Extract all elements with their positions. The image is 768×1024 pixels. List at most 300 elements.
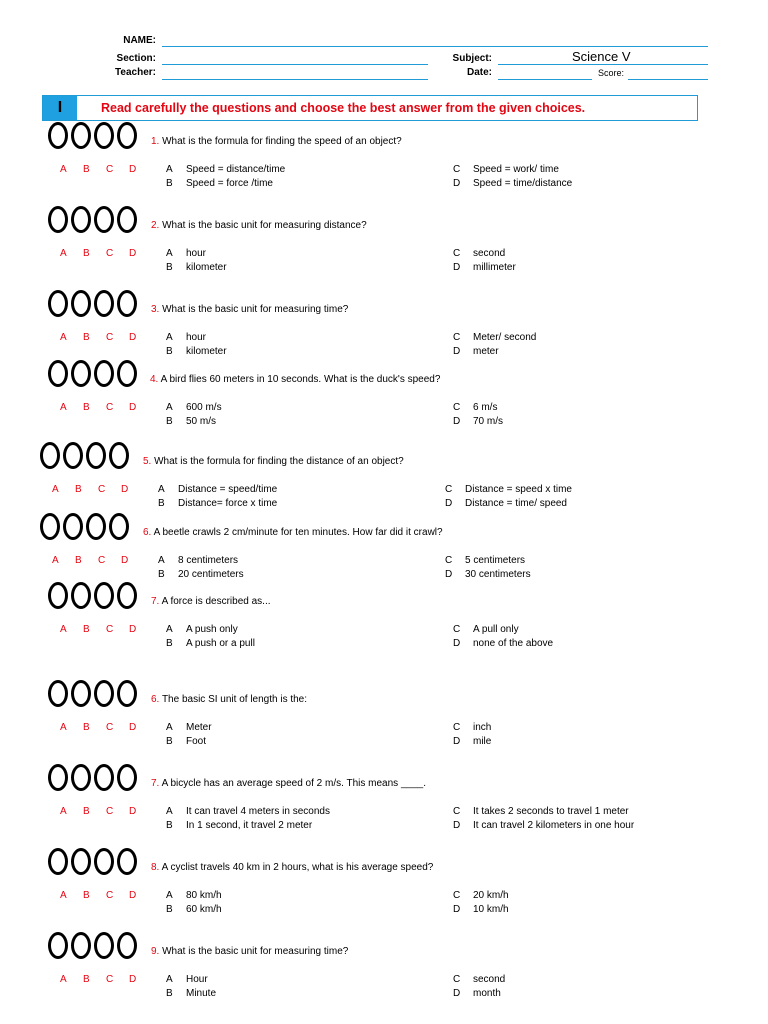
- answer-letter[interactable]: D: [129, 248, 137, 259]
- question-prompt: A cyclist travels 40 km in 2 hours, what is his average speed?: [159, 862, 434, 873]
- answer-option: [453, 164, 559, 175]
- answer-letters: [60, 332, 152, 343]
- option-text: 50 m/s: [186, 416, 217, 427]
- option-text: inch: [473, 722, 492, 733]
- answer-letter[interactable]: A: [60, 402, 67, 413]
- option-letter: A: [166, 974, 173, 985]
- question-number: 6.: [151, 694, 160, 705]
- answer-option: [166, 974, 208, 985]
- option-letter: C: [445, 555, 453, 566]
- question-text: [150, 374, 440, 385]
- answer-bubbles: [48, 680, 140, 707]
- answer-letter[interactable]: B: [83, 164, 90, 175]
- option-text: Distance= force x time: [178, 498, 278, 509]
- option-text: 70 m/s: [473, 416, 504, 427]
- question-item: [0, 206, 768, 286]
- answer-bubbles: [48, 122, 140, 149]
- option-letter: C: [453, 624, 461, 635]
- answer-bubble[interactable]: [117, 582, 137, 609]
- answer-option: [158, 498, 277, 509]
- option-letter: A: [166, 890, 173, 901]
- answer-option: [166, 164, 285, 175]
- answer-letters: [52, 555, 144, 566]
- answer-bubble[interactable]: [94, 122, 114, 149]
- option-letter: A: [166, 248, 173, 259]
- answer-option: [453, 974, 505, 985]
- answer-bubble[interactable]: [71, 680, 91, 707]
- answer-letter[interactable]: C: [106, 164, 114, 175]
- answer-letter[interactable]: C: [106, 624, 114, 635]
- option-text: Foot: [186, 736, 207, 747]
- date-label: Date:: [466, 67, 492, 78]
- answer-letter[interactable]: D: [129, 624, 137, 635]
- question-item: [0, 680, 768, 760]
- question-text: [151, 946, 348, 957]
- answer-bubble[interactable]: [117, 680, 137, 707]
- answer-bubble[interactable]: [48, 932, 68, 959]
- name-label: NAME:: [123, 35, 156, 46]
- option-text: meter: [473, 346, 499, 357]
- section-label: Section:: [116, 53, 156, 64]
- answer-letter[interactable]: B: [83, 332, 90, 343]
- answer-bubble[interactable]: [94, 848, 114, 875]
- answer-option: [166, 416, 216, 427]
- option-letter: C: [453, 890, 461, 901]
- option-letter: A: [166, 332, 173, 343]
- answer-bubble[interactable]: [109, 442, 129, 469]
- option-letter: D: [453, 346, 461, 357]
- option-text: second: [473, 974, 506, 985]
- question-item: [0, 764, 768, 844]
- option-text: none of the above: [473, 638, 554, 649]
- answer-option: [453, 904, 509, 915]
- option-text: second: [473, 248, 506, 259]
- question-prompt: A bicycle has an average speed of 2 m/s. This means ____.: [159, 778, 426, 789]
- answer-letter[interactable]: C: [106, 806, 114, 817]
- answer-bubble[interactable]: [71, 122, 91, 149]
- option-letter: C: [453, 402, 461, 413]
- answer-option: [453, 624, 519, 635]
- subject-value: Science V: [572, 49, 631, 64]
- answer-bubble[interactable]: [71, 848, 91, 875]
- option-text: 600 m/s: [186, 402, 222, 413]
- answer-letter[interactable]: D: [129, 402, 137, 413]
- answer-option: [453, 416, 503, 427]
- question-item: [0, 513, 768, 593]
- answer-letters: [60, 806, 152, 817]
- option-letter: A: [166, 624, 173, 635]
- answer-bubbles: [48, 206, 140, 233]
- answer-option: [445, 569, 531, 580]
- answer-option: [166, 988, 216, 999]
- option-letter: D: [453, 178, 461, 189]
- question-item: [0, 290, 768, 370]
- answer-option: [445, 555, 525, 566]
- option-letter: D: [445, 569, 453, 580]
- answer-option: [166, 346, 227, 357]
- answer-letter[interactable]: A: [52, 484, 59, 495]
- answer-bubbles: [40, 442, 132, 469]
- answer-bubble[interactable]: [71, 360, 91, 387]
- option-letter: D: [453, 416, 461, 427]
- question-item: [0, 932, 768, 1012]
- answer-option: [453, 820, 634, 831]
- answer-option: [166, 638, 255, 649]
- option-text: hour: [186, 248, 207, 259]
- option-text: Minute: [186, 988, 217, 999]
- answer-letter[interactable]: B: [83, 974, 90, 985]
- answer-option: [453, 402, 497, 413]
- question-number: 1.: [151, 136, 160, 147]
- option-letter: C: [453, 164, 461, 175]
- option-letter: C: [453, 332, 461, 343]
- answer-bubble[interactable]: [94, 582, 114, 609]
- score-label: Score:: [597, 68, 624, 78]
- option-text: Speed = force /time: [186, 178, 273, 189]
- option-letter: B: [158, 498, 165, 509]
- answer-bubble[interactable]: [94, 206, 114, 233]
- teacher-field[interactable]: [162, 79, 428, 80]
- answer-option: [158, 484, 277, 495]
- option-text: Speed = distance/time: [186, 164, 286, 175]
- option-text: Hour: [186, 974, 208, 985]
- option-text: A push or a pull: [186, 638, 255, 649]
- option-letter: D: [453, 988, 461, 999]
- question-prompt: What is the basic unit for measuring distance?: [159, 220, 367, 231]
- answer-option: [453, 262, 516, 273]
- question-item: [0, 360, 768, 440]
- option-text: A push only: [186, 624, 238, 635]
- answer-bubble[interactable]: [94, 290, 114, 317]
- question-number: 8.: [151, 862, 160, 873]
- subject-field[interactable]: [498, 64, 708, 65]
- question-number: 4.: [150, 374, 159, 385]
- answer-letter[interactable]: B: [75, 484, 82, 495]
- answer-option: [166, 722, 212, 733]
- answer-bubble[interactable]: [117, 360, 137, 387]
- answer-bubble[interactable]: [117, 932, 137, 959]
- option-letter: B: [166, 638, 173, 649]
- option-text: Meter/ second: [473, 332, 537, 343]
- answer-letter[interactable]: B: [83, 624, 90, 635]
- answer-bubble[interactable]: [117, 848, 137, 875]
- answer-option: [166, 248, 206, 259]
- question-number: 5.: [143, 456, 152, 467]
- option-text: hour: [186, 332, 207, 343]
- answer-option: [453, 722, 491, 733]
- question-prompt: A beetle crawls 2 cm/minute for ten minutes. How far did it crawl?: [151, 527, 443, 538]
- question-text: [151, 694, 307, 705]
- answer-bubble[interactable]: [94, 680, 114, 707]
- answer-option: [453, 248, 505, 259]
- option-text: 80 km/h: [186, 890, 222, 901]
- question-item: [0, 848, 768, 928]
- answer-option: [453, 332, 536, 343]
- answer-bubble[interactable]: [48, 122, 68, 149]
- option-letter: B: [158, 569, 165, 580]
- option-letter: B: [166, 262, 173, 273]
- question-number: 9.: [151, 946, 160, 957]
- option-letter: D: [453, 904, 461, 915]
- answer-bubble[interactable]: [48, 360, 68, 387]
- answer-bubbles: [48, 582, 140, 609]
- option-text: 60 km/h: [186, 904, 222, 915]
- answer-letters: [60, 402, 152, 413]
- option-letter: B: [166, 346, 173, 357]
- answer-letter[interactable]: C: [98, 484, 106, 495]
- answer-option: [453, 346, 499, 357]
- answer-bubble[interactable]: [71, 206, 91, 233]
- option-text: 30 centimeters: [465, 569, 531, 580]
- answer-option: [453, 736, 491, 747]
- answer-option: [158, 569, 244, 580]
- option-text: Speed = work/ time: [473, 164, 559, 175]
- question-prompt: A bird flies 60 meters in 10 seconds. What is the duck's speed?: [158, 374, 441, 385]
- option-text: millimeter: [473, 262, 516, 273]
- answer-letter[interactable]: A: [60, 722, 67, 733]
- question-number: 3.: [151, 304, 160, 315]
- option-letter: B: [166, 904, 173, 915]
- option-text: It takes 2 seconds to travel 1 meter: [473, 806, 629, 817]
- question-item: [0, 582, 768, 662]
- answer-bubble[interactable]: [48, 290, 68, 317]
- answer-letter[interactable]: A: [60, 164, 67, 175]
- name-field[interactable]: [162, 46, 708, 47]
- option-text: It can travel 4 meters in seconds: [186, 806, 330, 817]
- option-text: 20 centimeters: [178, 569, 244, 580]
- answer-bubble[interactable]: [117, 206, 137, 233]
- answer-bubbles: [48, 360, 140, 387]
- answer-letter[interactable]: C: [106, 402, 114, 413]
- answer-bubbles: [40, 513, 132, 540]
- answer-letter[interactable]: B: [83, 890, 90, 901]
- option-letter: B: [166, 416, 173, 427]
- option-letter: A: [158, 555, 165, 566]
- question-text: [151, 862, 433, 873]
- answer-letter[interactable]: D: [121, 484, 129, 495]
- answer-letter[interactable]: C: [98, 555, 106, 566]
- option-letter: C: [453, 974, 461, 985]
- question-number: 2.: [151, 220, 160, 231]
- answer-letter[interactable]: D: [129, 722, 137, 733]
- answer-option: [166, 332, 206, 343]
- option-letter: C: [453, 806, 461, 817]
- answer-bubble[interactable]: [40, 513, 60, 540]
- option-letter: C: [453, 248, 461, 259]
- answer-option: [453, 638, 553, 649]
- question-item: [0, 122, 768, 202]
- option-letter: B: [166, 988, 173, 999]
- option-text: 6 m/s: [473, 402, 498, 413]
- answer-bubble[interactable]: [48, 764, 68, 791]
- answer-option: [166, 624, 238, 635]
- answer-letter[interactable]: A: [52, 555, 59, 566]
- answer-bubble[interactable]: [86, 513, 106, 540]
- answer-bubble[interactable]: [117, 122, 137, 149]
- option-letter: C: [453, 722, 461, 733]
- answer-letter[interactable]: A: [60, 624, 67, 635]
- answer-option: [453, 178, 572, 189]
- option-letter: D: [453, 262, 461, 273]
- answer-bubble[interactable]: [71, 290, 91, 317]
- question-prompt: The basic SI unit of length is the:: [159, 694, 308, 705]
- answer-letter[interactable]: D: [129, 890, 137, 901]
- option-text: A pull only: [473, 624, 519, 635]
- answer-letter[interactable]: C: [106, 890, 114, 901]
- option-letter: D: [453, 820, 461, 831]
- option-text: 20 km/h: [473, 890, 509, 901]
- option-letter: A: [158, 484, 165, 495]
- option-text: kilometer: [186, 262, 227, 273]
- answer-option: [453, 890, 509, 901]
- answer-letter[interactable]: A: [60, 974, 67, 985]
- answer-letter[interactable]: C: [106, 248, 114, 259]
- answer-option: [166, 806, 330, 817]
- answer-letter[interactable]: D: [129, 164, 137, 175]
- answer-letter[interactable]: B: [83, 402, 90, 413]
- option-text: month: [473, 988, 501, 999]
- answer-bubble[interactable]: [71, 582, 91, 609]
- option-text: mile: [473, 736, 492, 747]
- question-text: [151, 596, 271, 607]
- answer-letters: [60, 722, 152, 733]
- answer-letter[interactable]: D: [129, 806, 137, 817]
- answer-letter[interactable]: A: [60, 332, 67, 343]
- question-prompt: What is the formula for finding the distance of an object?: [151, 456, 404, 467]
- answer-bubble[interactable]: [94, 360, 114, 387]
- answer-option: [166, 890, 222, 901]
- answer-bubble[interactable]: [48, 582, 68, 609]
- option-text: 8 centimeters: [178, 555, 239, 566]
- answer-letters: [60, 248, 152, 259]
- answer-option: [166, 820, 312, 831]
- answer-letter[interactable]: D: [129, 332, 137, 343]
- answer-letter[interactable]: B: [83, 248, 90, 259]
- answer-letter[interactable]: B: [83, 722, 90, 733]
- question-number: 7.: [151, 596, 160, 607]
- option-text: In 1 second, it travel 2 meter: [186, 820, 313, 831]
- answer-bubble[interactable]: [94, 764, 114, 791]
- answer-bubble[interactable]: [71, 764, 91, 791]
- answer-letters: [52, 484, 144, 495]
- option-letter: B: [166, 736, 173, 747]
- option-letter: B: [166, 178, 173, 189]
- answer-bubble[interactable]: [86, 442, 106, 469]
- subject-label: Subject:: [452, 53, 492, 64]
- answer-bubbles: [48, 764, 140, 791]
- question-text: [143, 527, 443, 538]
- option-letter: A: [166, 806, 173, 817]
- answer-bubble[interactable]: [109, 513, 129, 540]
- instruction-text: Read carefully the questions and choose the best answer from the given choices.: [101, 101, 586, 115]
- answer-letter[interactable]: C: [106, 722, 114, 733]
- option-text: Distance = time/ speed: [465, 498, 567, 509]
- answer-letters: [60, 974, 152, 985]
- question-text: [151, 220, 367, 231]
- question-prompt: What is the basic unit for measuring time?: [159, 304, 349, 315]
- answer-bubbles: [48, 290, 140, 317]
- answer-bubble[interactable]: [40, 442, 60, 469]
- score-field[interactable]: [628, 79, 708, 80]
- answer-letter[interactable]: A: [60, 890, 67, 901]
- answer-bubble[interactable]: [117, 764, 137, 791]
- option-letter: D: [453, 638, 461, 649]
- option-letter: A: [166, 722, 173, 733]
- option-text: Speed = time/distance: [473, 178, 573, 189]
- answer-letter[interactable]: C: [106, 974, 114, 985]
- question-text: [151, 304, 348, 315]
- answer-letter[interactable]: C: [106, 332, 114, 343]
- answer-option: [166, 262, 227, 273]
- answer-letter[interactable]: B: [75, 555, 82, 566]
- answer-letter[interactable]: B: [83, 806, 90, 817]
- answer-letters: [60, 624, 152, 635]
- answer-bubble[interactable]: [94, 932, 114, 959]
- answer-letter[interactable]: D: [129, 974, 137, 985]
- question-prompt: What is the formula for finding the speed of an object?: [159, 136, 402, 147]
- answer-bubbles: [48, 848, 140, 875]
- answer-bubble[interactable]: [63, 513, 83, 540]
- question-text: [151, 136, 402, 147]
- answer-letter[interactable]: A: [60, 248, 67, 259]
- option-letter: C: [445, 484, 453, 495]
- date-field[interactable]: [498, 79, 592, 80]
- answer-letters: [60, 890, 152, 901]
- answer-option: [166, 402, 222, 413]
- option-letter: D: [453, 736, 461, 747]
- question-item: [0, 442, 768, 522]
- question-number: 7.: [151, 778, 160, 789]
- answer-bubble[interactable]: [48, 680, 68, 707]
- answer-bubble[interactable]: [48, 848, 68, 875]
- answer-option: [453, 988, 501, 999]
- question-prompt: A force is described as...: [159, 596, 271, 607]
- option-text: kilometer: [186, 346, 227, 357]
- option-text: Distance = speed/time: [178, 484, 278, 495]
- option-text: Meter: [186, 722, 212, 733]
- question-prompt: What is the basic unit for measuring time?: [159, 946, 349, 957]
- answer-option: [453, 806, 629, 817]
- answer-bubble[interactable]: [117, 290, 137, 317]
- answer-letter[interactable]: D: [121, 555, 129, 566]
- question-text: [143, 456, 404, 467]
- answer-option: [445, 498, 567, 509]
- answer-option: [445, 484, 572, 495]
- option-text: It can travel 2 kilometers in one hour: [473, 820, 635, 831]
- instruction-banner: [42, 95, 698, 121]
- answer-bubble[interactable]: [71, 932, 91, 959]
- answer-option: [158, 555, 238, 566]
- answer-letters: [60, 164, 152, 175]
- teacher-label: Teacher:: [115, 67, 156, 78]
- section-number: I: [43, 96, 77, 120]
- option-text: Distance = speed x time: [465, 484, 572, 495]
- option-letter: A: [166, 402, 173, 413]
- option-letter: D: [445, 498, 453, 509]
- answer-option: [166, 178, 273, 189]
- option-text: 10 km/h: [473, 904, 509, 915]
- answer-bubble[interactable]: [63, 442, 83, 469]
- question-text: [151, 778, 426, 789]
- option-letter: B: [166, 820, 173, 831]
- answer-letter[interactable]: A: [60, 806, 67, 817]
- answer-option: [166, 736, 206, 747]
- question-number: 6.: [143, 527, 152, 538]
- answer-bubble[interactable]: [48, 206, 68, 233]
- answer-option: [166, 904, 222, 915]
- option-text: 5 centimeters: [465, 555, 526, 566]
- section-field[interactable]: [162, 64, 428, 65]
